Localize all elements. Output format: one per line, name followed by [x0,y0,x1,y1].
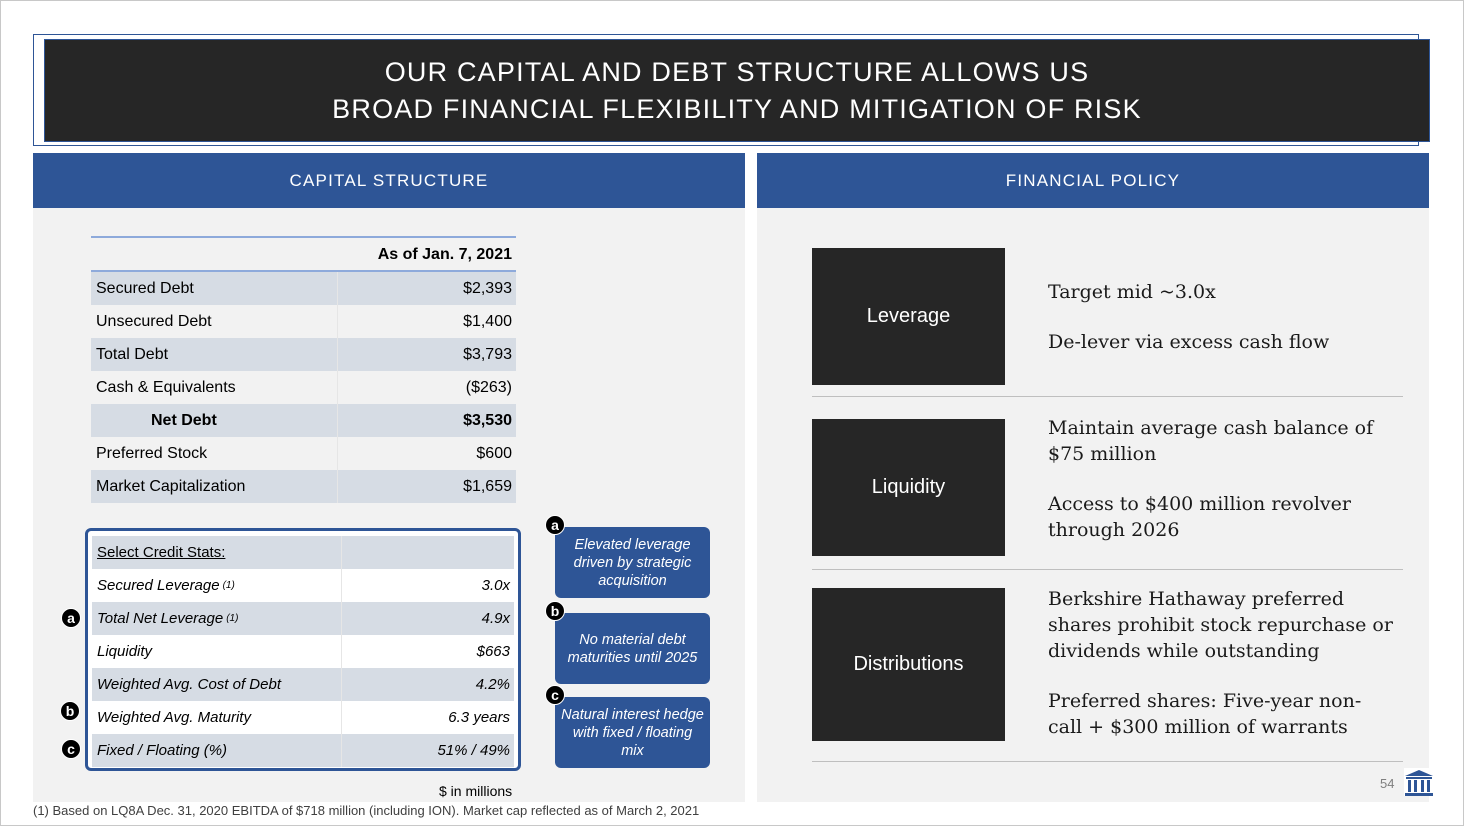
footnote: (1) Based on LQ8A Dec. 31, 2020 EBITDA of $718 million (including ION). Market cap reflected as of March 2, 2021 [33,803,700,818]
row-label: Net Debt [91,404,338,437]
table-row [91,371,516,404]
stat-value: 51% / 49% [437,742,510,759]
policy-label-leverage: Leverage [812,248,1005,385]
financial-policy-header: FINANCIAL POLICY [757,153,1429,208]
policy-text-liquidity [1048,415,1393,543]
callout-marker-a-icon: a [545,515,565,535]
policy-label-liquidity: Liquidity [812,419,1005,556]
capital-structure-table [91,236,516,503]
stat-label-text: Secured Leverage [97,577,220,594]
row-value: ($263) [465,378,512,396]
stat-label: Weighted Avg. Maturity [92,701,342,734]
credit-stats-header: Select Credit Stats: [92,536,342,569]
stat-value: $663 [476,643,510,660]
credit-stat-row [92,635,514,668]
callout-a: Elevated leverage driven by strategic acquisition [555,527,710,598]
page-number: 54 [1380,776,1395,791]
marker-b-icon: b [60,701,80,721]
policy-line: De-lever via excess cash flow [1048,331,1330,353]
stat-label: Weighted Avg. Cost of Debt [92,668,342,701]
building-columns-logo-icon [1404,768,1434,796]
credit-stat-row [92,569,514,602]
credit-stat-row [92,602,514,635]
stat-value: 3.0x [481,577,510,594]
callout-c: Natural interest hedge with fixed / floating mix [555,697,710,768]
policy-divider [812,396,1403,397]
marker-c-icon: c [61,739,81,759]
policy-text-distributions [1048,586,1393,740]
row-label: Total Debt [91,338,338,371]
row-label: Preferred Stock [91,437,338,470]
table-row [91,470,516,503]
table-row [91,305,516,338]
table-row [91,437,516,470]
title-line-2: BROAD FINANCIAL FLEXIBILITY AND MITIGATION OF RISK [332,93,1142,124]
credit-stat-row [92,701,514,734]
policy-line: Berkshire Hathaway preferred shares prohibit stock repurchase or dividends while outstanding [1048,588,1393,662]
marker-a-icon: a [61,608,81,628]
row-label: Unsecured Debt [91,305,338,338]
policy-line: Access to $400 million revolver through 2026 [1048,493,1351,541]
credit-stats-header-row [92,536,514,569]
policy-line: Preferred shares: Five-year non-call + $300 million of warrants [1048,690,1362,738]
policy-text-leverage [1048,279,1393,355]
row-value: $3,793 [463,345,512,363]
row-value: $1,659 [463,477,512,495]
policy-divider [812,761,1403,762]
credit-stat-row [92,668,514,701]
title-banner [44,39,1430,142]
row-value: $2,393 [463,279,512,297]
policy-line: Target mid ~3.0x [1048,281,1216,303]
stat-label-text: Total Net Leverage [97,610,224,627]
policy-line: Maintain average cash balance of $75 million [1048,417,1374,465]
units-note: $ in millions [439,783,513,799]
callout-b: No material debt maturities until 2025 [555,613,710,684]
stat-label: Fixed / Floating (%) [92,734,342,767]
policy-label-distributions: Distributions [812,588,1005,741]
table-row-net-debt [91,404,516,437]
callout-marker-c-icon: c [545,685,565,705]
stat-value: 6.3 years [448,709,510,726]
row-value: $1,400 [463,312,512,330]
stat-value: 4.2% [475,676,510,693]
row-label: Secured Debt [91,272,338,305]
credit-stats-box [85,528,521,771]
credit-stat-row [92,734,514,767]
table-row [91,338,516,371]
row-label: Cash & Equivalents [91,371,338,404]
table-header-as-of: As of Jan. 7, 2021 [91,238,516,272]
stat-value: 4.9x [481,610,510,627]
capital-structure-header: CAPITAL STRUCTURE [33,153,745,208]
row-value: $600 [476,444,512,462]
row-value: $3,530 [463,411,512,429]
table-row [91,272,516,305]
stat-label: Secured Leverage (1) [92,569,342,602]
policy-divider [812,569,1403,570]
row-label: Market Capitalization [91,470,338,503]
stat-label: Total Net Leverage (1) [92,602,342,635]
callout-marker-b-icon: b [545,601,565,621]
title-line-1: OUR CAPITAL AND DEBT STRUCTURE ALLOWS US [384,56,1090,87]
stat-label: Liquidity [92,635,342,668]
